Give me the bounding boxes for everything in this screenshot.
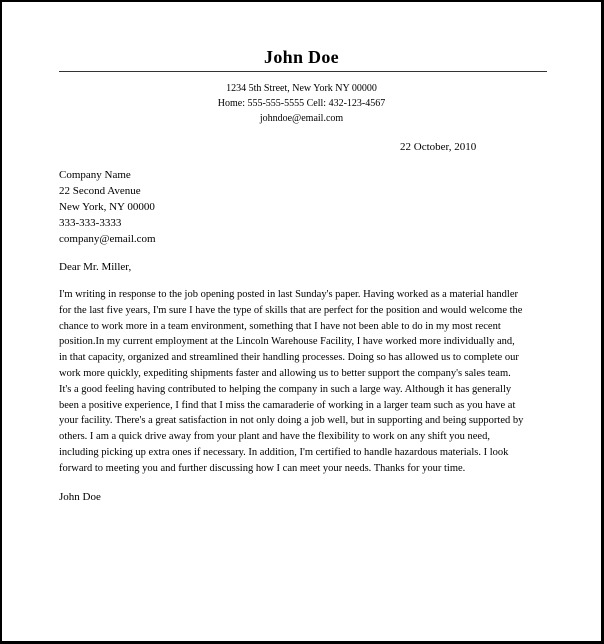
body-line: chance to work more in a team environment, something that I have not been able to do in my most recent [59,320,501,332]
sender-phones: Home: 555-555-5555 Cell: 432-123-4567 [217,98,386,109]
recipient-phone: 333-333-3333 [59,217,122,229]
body-line: position.In my current employment at the Lincoln Warehouse Facility, I have worked more individually and, [59,336,515,348]
recipient-street: 22 Second Avenue [59,185,141,197]
recipient-company: Company Name [59,169,131,181]
letter-body [59,287,559,477]
body-line: others. I am a quick drive away from your plant and have the flexibility to work on any shift you need, [59,431,490,443]
sender-address: 1234 5th Street, New York NY 00000 [226,83,377,94]
body-line: been a positive experience, I find that I miss the camaraderie of working in a larger team such as you have at [59,399,516,411]
body-line: work more quickly, expediting shipments faster and allowing us to better support the company's sales team. [59,367,511,379]
sender-contact-block [2,81,601,126]
letter-date: 22 October, 2010 [400,141,477,153]
recipient-email: company@email.com [59,233,156,245]
salutation: Dear Mr. Miller, [59,261,132,273]
body-line: including picking up extra ones if necessary. In addition, I'm certified to handle hazardous materials. I look [59,446,509,458]
body-line: forward to meeting you and further discussing how I can meet your needs. Thanks for your time. [59,462,466,474]
sender-name: John Doe [264,47,339,67]
body-line: for the last five years, I'm sure I have the type of skills that are perfect for the position and would welcome the [59,304,523,316]
body-line: your facility. There's a great satisfaction in not only doing a job well, but in supporting and being supported by [59,415,524,427]
body-line: It's a good feeling having contributed to helping the company in such a large way. Although it has generally [59,383,512,395]
recipient-city: New York, NY 00000 [59,201,155,213]
body-line: in that capacity, organized and streamlined their handling processes. Doing so has allowed us to complete our [59,352,519,364]
recipient-block [59,167,156,247]
header-divider [59,71,547,72]
body-line: I'm writing in response to the job opening posted in last Sunday's paper. Having worked as a material handler [59,289,518,300]
signature-name: John Doe [59,491,101,503]
sender-email: johndoe@email.com [259,113,344,124]
